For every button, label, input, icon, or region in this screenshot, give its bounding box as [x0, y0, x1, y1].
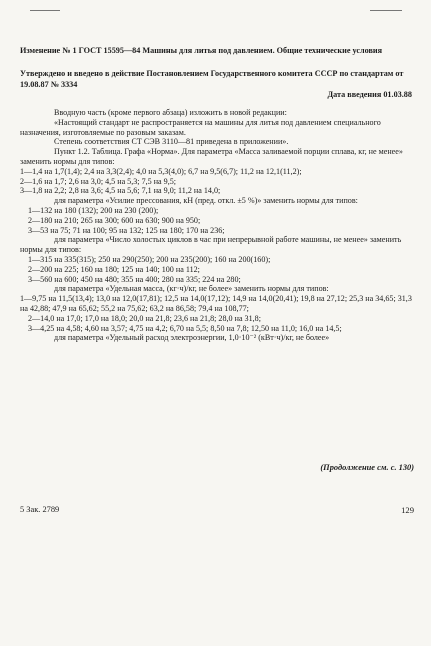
paragraph: 3—560 на 600; 450 на 480; 355 на 400; 280 на 335; 224 на 280;: [28, 274, 241, 284]
paragraph: для параметра «Число холостых циклов в час при непрерывной работе машины, не менее» заменить нормы для типов:: [20, 235, 402, 255]
paragraph: 1—315 на 335(315); 250 на 290(250); 200 на 235(200); 160 на 200(160);: [28, 254, 271, 264]
paragraph: 3—53 на 75; 71 на 100; 95 на 132; 125 на 180; 170 на 236;: [28, 225, 225, 235]
top-rule-right: [370, 10, 402, 11]
continuation-note: (Продолжение см. с. 130): [320, 463, 414, 472]
order-number: 5 Зак. 2789: [20, 505, 60, 514]
paragraph: для параметра «Удельная масса, (кг·ч)/кг, не более» заменить нормы для типов:: [54, 284, 329, 294]
paragraph: 1—132 на 180 (132); 200 на 230 (200);: [28, 205, 159, 215]
paragraph: 3—1,8 на 2,2; 2,8 на 3,6; 4,5 на 5,6; 7,1 на 9,0; 11,2 на 14,0;: [20, 186, 221, 196]
amendment-title: Изменение № 1 ГОСТ 15595—84 Машины для литья под давлением. Общие технические условия: [20, 46, 383, 55]
paragraph: Степень соответствия СТ СЭВ 3110—81 приведена в приложении».: [54, 137, 289, 147]
effective-date: Дата введения 01.03.88: [327, 90, 412, 99]
paragraph: «Настоящий стандарт не распространяется на машины для литья под давлением специального назначения, изготовляемые по разовым заказам.: [20, 117, 381, 137]
paragraph: 1—9,75 на 11,5(13,4); 13,0 на 12,0(17,81); 12,5 на 14,0(17,12); 14,9 на 14,0(20,41); 19,8 на 27,12; 25,3 на 34,65; 31,3 на 42,88; 47,9 на 65,62; 55,2 на 75,62; 63,2 на 86,58; 79,4 на 108,77;: [20, 294, 412, 313]
approval-statement: Утверждено и введено в действие Постановлением Государственного комитета СССР по стандартам от 19.08.87 № 3334: [20, 69, 404, 89]
paragraph: 3—4,25 на 4,58; 4,60 на 3,57; 4,75 на 4,2; 6,70 на 5,5; 8,50 на 7,8; 12,50 на 11,0; 16,0 на 14,5;: [28, 323, 342, 333]
paragraph: Вводную часть (кроме первого абзаца) изложить в новой редакции:: [54, 108, 287, 117]
paragraph: для параметра «Удельный расход электроэнергии, 1,0·10⁻² (кВт·ч)/кг, не более»: [54, 333, 330, 343]
paragraph: 2—180 на 210; 265 на 300; 600 на 630; 900 на 950;: [28, 215, 201, 225]
paragraph: 2—1,6 на 1,7; 2,6 на 3,0; 4,5 на 5,3; 7,5 на 9,5;: [20, 176, 177, 186]
page-number: 129: [401, 505, 414, 515]
document-body: [20, 108, 414, 343]
paragraph: 2—14,0 на 17,0; 17,0 на 18,0; 20,0 на 21,8; 23,6 на 21,8; 28,0 на 31,8;: [28, 313, 261, 323]
paragraph: 1—1,4 на 1,7(1,4); 2,4 на 3,3(2,4); 4,0 на 5,3(4,0); 6,7 на 9,5(6,7); 11,2 на 12,1(11,2);: [20, 166, 302, 176]
paragraph: Пункт 1.2. Таблица. Графа «Норма». Для параметра «Масса заливаемой порции сплава, кг, не менее» заменить нормы для типов:: [20, 147, 403, 166]
paragraph: для параметра «Усилие прессования, кН (пред. откл. ±5 %)» заменить нормы для типов:: [54, 196, 358, 206]
paragraph: 2—200 на 225; 160 на 180; 125 на 140; 100 на 112;: [28, 264, 200, 274]
top-rule-left: [30, 10, 60, 11]
